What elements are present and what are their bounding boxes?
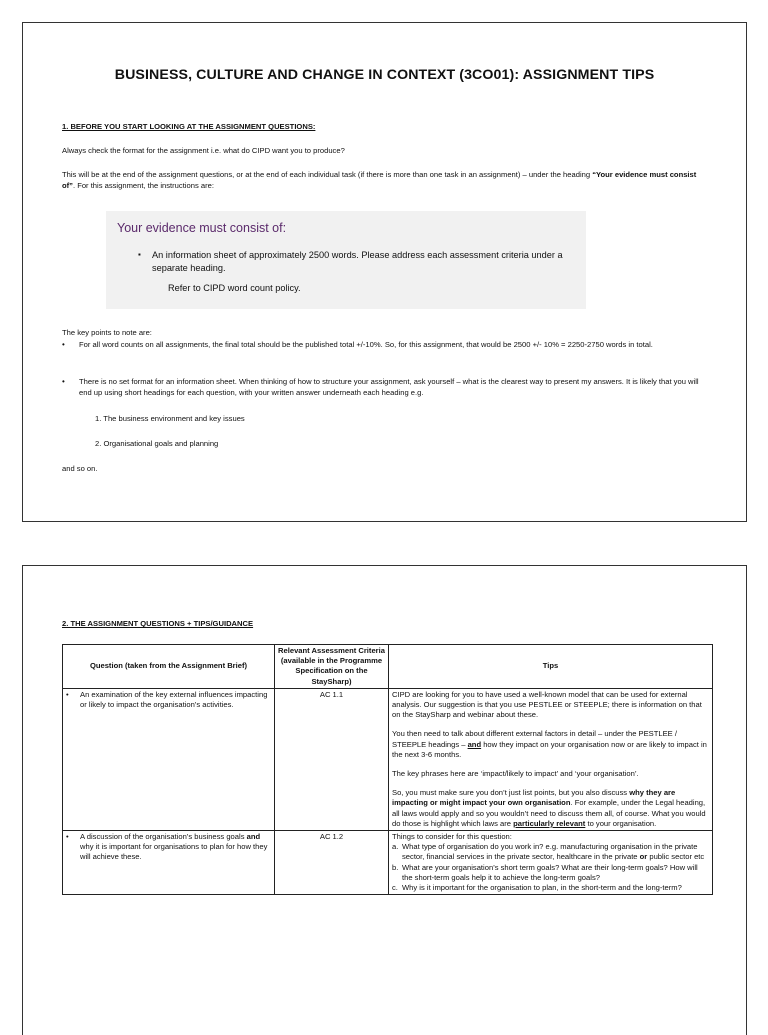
- tip-text: So, you must make sure you don’t just list points, but you also discuss: [392, 788, 630, 798]
- tip-paragraph: [392, 729, 709, 760]
- list-text: What are your organisation’s short term goals? What are their long-term goals? How will the short-term goals help it to achieve the long-term goals?: [402, 862, 698, 882]
- numbered-item-1: 1. The business environment and key issues: [95, 414, 245, 423]
- list-item: [392, 883, 709, 893]
- cell-ac: AC 1.1: [275, 688, 389, 830]
- list-marker: c.: [392, 883, 398, 893]
- paragraph-text: This will be at the end of the assignment questions, or at the end of each individual task (if there is more than one task in an assignment) – under the heading: [62, 170, 593, 179]
- evidence-subnote: Refer to CIPD word count policy.: [168, 283, 301, 293]
- table-header-row: [63, 645, 713, 689]
- cell-tips: [389, 688, 713, 830]
- list-marker: a.: [392, 842, 399, 852]
- header-question: Question (taken from the Assignment Brief): [63, 645, 275, 689]
- list-item: [392, 842, 709, 862]
- tip-text: how they impact on your organisation now or are likely to impact in the next 3-6 months.: [392, 739, 707, 759]
- key-points-label: The key points to note are:: [62, 328, 152, 337]
- tip-emphasis: and: [467, 739, 482, 749]
- table-row: [63, 831, 713, 895]
- list-item: [392, 863, 709, 883]
- document-page-1: [22, 22, 747, 522]
- question-part: A discussion of the organisation’s business goals: [80, 832, 247, 842]
- and-so-on: and so on.: [62, 464, 98, 473]
- question-emphasis: and: [246, 832, 261, 842]
- list-item: • There is no set format for an information sheet. When thinking of how to structure your assignment, ask yourself – what is the clearest way to present my answers. It is likely that you will end up using short headings for each question, with your written answer underneath each heading e.g.: [62, 376, 708, 398]
- evidence-box: [106, 211, 586, 309]
- cell-tips: [389, 831, 713, 895]
- key-points-list: [62, 339, 708, 350]
- list-text: public sector etc: [647, 852, 705, 862]
- tip-text: . For example, under the Legal heading, all laws would apply and so you wouldn’t need to discuss them all, of course. What you would do those is highlight which laws are: [392, 798, 706, 828]
- question-text: [66, 832, 271, 863]
- tip-list: [392, 842, 709, 893]
- question-part: why it is important for organisations to plan for how they will achieve these.: [80, 842, 268, 862]
- tip-emphasis: particularly relevant: [513, 818, 586, 828]
- list-emphasis: or: [639, 852, 648, 862]
- list-text: Why is it important for the organisation to plan, in the short-term and the long-term?: [402, 883, 682, 893]
- header-text: (available in the Programme Specification on the StaySharp): [280, 656, 383, 686]
- tip-emphasis: why they are impacting or might impact your own organisation: [392, 788, 676, 808]
- document-title: BUSINESS, CULTURE AND CHANGE IN CONTEXT (3CO01): ASSIGNMENT TIPS: [114, 67, 655, 83]
- document-page-2: [22, 565, 747, 1035]
- cell-question: [63, 831, 275, 895]
- question-text: • An examination of the key external influences impacting or likely to impact the organisation’s activities.: [66, 690, 271, 710]
- tip-intro: Things to consider for this question:: [392, 832, 512, 842]
- header-assessment-criteria: [275, 645, 389, 689]
- list-text: What type of organisation do you work in? e.g. manufacturing organisation in the private sector, financial services in the private sector, healthcare in the private: [402, 842, 698, 862]
- paragraph-evidence-location: [62, 169, 708, 191]
- cell-ac: AC 1.2: [275, 831, 389, 895]
- list-item: • For all word counts on all assignments, the final total should be the published total +/-10%. So, for this assignment, that would be 2500 +/- 10% = 2250-2750 words in total.: [62, 339, 708, 350]
- tip-text: You then need to talk about different external factors in detail – under the PESTLEE / STEEPLE headings –: [392, 729, 677, 749]
- assignment-tips-table: [62, 644, 713, 895]
- paragraph-text: . For this assignment, the instructions are:: [72, 181, 214, 190]
- tip-text: to your organisation.: [585, 818, 657, 828]
- evidence-item: [138, 249, 572, 274]
- section-1-heading: 1. BEFORE YOU START LOOKING AT THE ASSIGNMENT QUESTIONS:: [62, 122, 316, 131]
- tip-paragraph: [392, 788, 709, 829]
- paragraph-check-format: Always check the format for the assignment i.e. what do CIPD want you to produce?: [62, 146, 345, 155]
- evidence-title: Your evidence must consist of:: [117, 221, 287, 235]
- square-bullet-icon: ▪: [138, 250, 141, 259]
- list-marker: b.: [392, 862, 399, 872]
- evidence-item-text: An information sheet of approximately 2500 words. Please address each assessment criteria under a separate heading.: [152, 250, 563, 273]
- cell-question: [63, 688, 275, 830]
- header-tips: Tips: [389, 645, 713, 689]
- section-2-heading: 2. THE ASSIGNMENT QUESTIONS + TIPS/GUIDANCE: [62, 619, 254, 628]
- paragraph-bold: “Your evidence must consist of”: [62, 170, 697, 190]
- numbered-item-2: 2. Organisational goals and planning: [95, 439, 219, 448]
- table-row: [63, 688, 713, 830]
- tip-paragraph: The key phrases here are ‘impact/likely to impact’ and ‘your organisation’.: [392, 769, 639, 779]
- tip-paragraph: CIPD are looking for you to have used a well-known model that can be used for external analysis. Our suggestion is that you use PESTLEE or STEEPLE; there is information on that on the StaySharp and webinar about these.: [392, 689, 702, 720]
- key-points-list-2: [62, 376, 708, 398]
- header-text: Relevant Assessment Criteria: [278, 646, 385, 655]
